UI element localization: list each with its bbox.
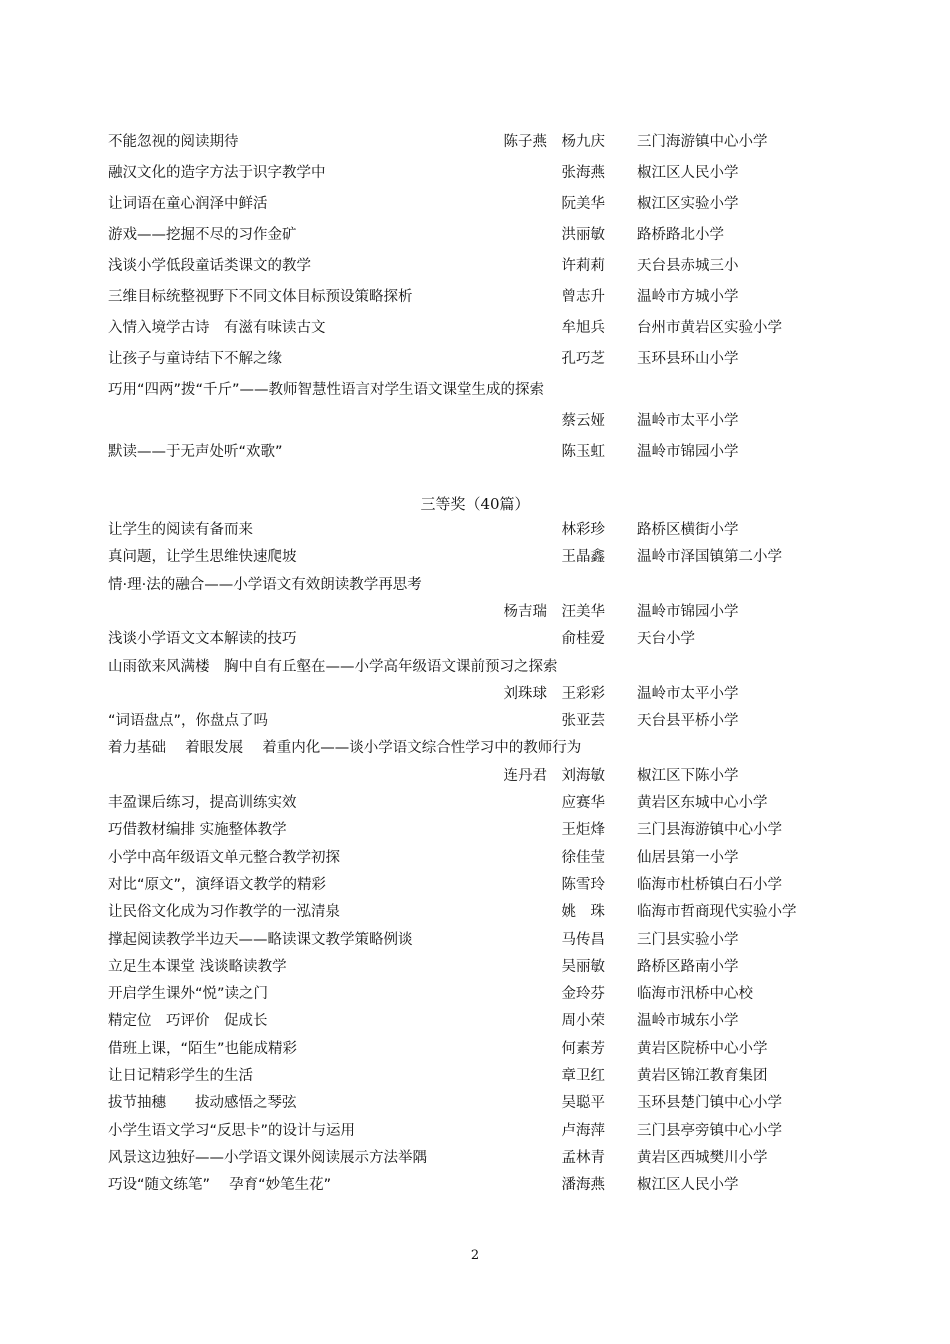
entry-author: 牟旭兵 xyxy=(561,320,605,336)
entry-author: 孔巧芝 xyxy=(561,351,605,367)
entry-school: 温岭市城东小学 xyxy=(637,1013,739,1030)
entry-author: 王晶鑫 xyxy=(561,549,605,566)
entry-school: 椒江区人民小学 xyxy=(637,165,739,181)
entry-author: 许莉莉 xyxy=(561,258,605,274)
entry-title: 情·理·法的融合——小学语文有效朗读教学再思考 xyxy=(108,576,422,593)
entry-title: 不能忽视的阅读期待 xyxy=(108,134,239,150)
list-item xyxy=(0,192,950,216)
list-item xyxy=(0,1037,950,1061)
list-item xyxy=(0,1064,950,1088)
list-item xyxy=(0,440,950,464)
entry-title: 浅谈小学语文文本解读的技巧 xyxy=(108,631,297,648)
list-item xyxy=(0,285,950,309)
list-item xyxy=(0,1091,950,1115)
entry-author: 刘珠球 王彩彩 xyxy=(503,685,605,702)
entry-author: 杨吉瑞 汪美华 xyxy=(503,603,605,620)
entry-author: 孟林青 xyxy=(561,1149,605,1166)
list-item xyxy=(0,736,950,760)
entry-title: 让日记精彩学生的生活 xyxy=(108,1068,253,1084)
list-item xyxy=(0,600,950,624)
entry-title: 真问题，让学生思维快速爬坡 xyxy=(108,549,297,566)
section-heading-third-prize: 三等奖（40篇） xyxy=(420,495,530,513)
entry-school: 黄岩区锦江教育集团 xyxy=(637,1068,768,1084)
entry-author: 蔡云娅 xyxy=(561,413,605,429)
entry-author: 陈子燕 杨九庆 xyxy=(503,134,605,150)
entry-author: 俞桂爱 xyxy=(561,631,605,648)
entry-author: 张亚芸 xyxy=(561,713,605,730)
entry-title: 小学中高年级语文单元整合教学初探 xyxy=(108,849,340,866)
entry-author: 周小荣 xyxy=(561,1013,605,1030)
entry-author: 马传昌 xyxy=(561,931,605,948)
entry-school: 椒江区实验小学 xyxy=(637,196,739,212)
entry-title: 巧设“随文练笔” 孕育“妙笔生花” xyxy=(108,1177,332,1194)
entry-title: 对比“原文”，演绎语文教学的精彩 xyxy=(108,876,327,893)
list-item xyxy=(0,873,950,897)
entry-author: 金玲芬 xyxy=(561,986,605,1003)
entry-school: 温岭市泽国镇第二小学 xyxy=(637,549,782,566)
entry-school: 路桥区横街小学 xyxy=(637,522,739,538)
entry-author: 阮美华 xyxy=(561,196,605,212)
entry-school: 黄岩区西城樊川小学 xyxy=(637,1149,768,1166)
entry-author: 徐佳莹 xyxy=(561,849,605,866)
entry-school: 玉环县环山小学 xyxy=(637,351,739,367)
list-item xyxy=(0,1146,950,1170)
list-item xyxy=(0,982,950,1006)
list-item xyxy=(0,545,950,569)
list-item xyxy=(0,347,950,371)
entry-title: 游戏——挖掘不尽的习作金矿 xyxy=(108,227,297,243)
entry-title: “词语盘点”，你盘点了吗 xyxy=(108,713,269,730)
list-item xyxy=(0,709,950,733)
list-item xyxy=(0,818,950,842)
entry-author: 卢海萍 xyxy=(561,1122,605,1139)
list-item xyxy=(0,627,950,651)
list-item xyxy=(0,573,950,597)
entry-school: 临海市哲商现代实验小学 xyxy=(637,904,797,921)
entry-author: 曾志升 xyxy=(561,289,605,305)
entry-author: 吴丽敏 xyxy=(561,958,605,975)
entry-title: 让孩子与童诗结下不解之缘 xyxy=(108,351,282,367)
entry-school: 黄岩区院桥中心小学 xyxy=(637,1040,768,1057)
entry-title: 让词语在童心润泽中鲜活 xyxy=(108,196,268,212)
entry-title: 拔节抽穗 拔动感悟之琴弦 xyxy=(108,1095,297,1112)
entry-school: 三门海游镇中心小学 xyxy=(637,134,768,150)
entry-title: 丰盈课后练习，提高训练实效 xyxy=(108,795,297,811)
entry-school: 温岭市方城小学 xyxy=(637,289,739,305)
list-item xyxy=(0,518,950,542)
list-item xyxy=(0,254,950,278)
entry-title: 立足生本课堂 浅谈略读教学 xyxy=(108,958,287,975)
entry-title: 三维目标统整视野下不同文体目标预设策略探析 xyxy=(108,289,413,305)
entry-school: 临海市汛桥中心校 xyxy=(637,986,753,1003)
entry-title: 小学生语文学习“反思卡”的设计与运用 xyxy=(108,1122,356,1139)
list-item xyxy=(0,846,950,870)
entry-author: 林彩珍 xyxy=(561,522,605,538)
page-number: 2 xyxy=(470,1248,480,1263)
entry-title: 巧用“四两”拨“千斤”——教师智慧性语言对学生语文课堂生成的探索 xyxy=(108,382,545,398)
entry-title: 浅谈小学低段童话类课文的教学 xyxy=(108,258,311,274)
entry-school: 三门县海游镇中心小学 xyxy=(637,822,782,839)
entry-title: 山雨欲来风满楼 胸中自有丘壑在——小学高年级语文课前预习之探索 xyxy=(108,658,558,675)
entry-school: 玉环县楚门镇中心小学 xyxy=(637,1095,782,1112)
list-item xyxy=(0,316,950,340)
entry-title: 让学生的阅读有备而来 xyxy=(108,522,253,538)
entry-school: 黄岩区东城中心小学 xyxy=(637,795,768,811)
entry-title: 借班上课，“陌生”也能成精彩 xyxy=(108,1040,298,1057)
list-item xyxy=(0,1119,950,1143)
entry-author: 章卫红 xyxy=(561,1068,605,1084)
list-item xyxy=(0,955,950,979)
entry-author: 洪丽敏 xyxy=(561,227,605,243)
entry-author: 应赛华 xyxy=(561,795,605,811)
list-item xyxy=(0,928,950,952)
list-item xyxy=(0,130,950,154)
entry-school: 温岭市太平小学 xyxy=(637,685,739,702)
entry-school: 温岭市太平小学 xyxy=(637,413,739,429)
entry-school: 温岭市锦园小学 xyxy=(637,603,739,620)
entry-school: 临海市杜桥镇白石小学 xyxy=(637,876,782,893)
entry-title: 撑起阅读教学半边天——略读课文教学策略例谈 xyxy=(108,931,413,948)
entry-school: 三门县实验小学 xyxy=(637,931,739,948)
entry-school: 天台小学 xyxy=(637,631,695,648)
entry-title: 入情入境学古诗 有滋有味读古文 xyxy=(108,320,326,336)
entry-author: 连丹君 刘海敏 xyxy=(503,767,605,784)
entry-school: 三门县亭旁镇中心小学 xyxy=(637,1122,782,1139)
list-item xyxy=(0,1173,950,1197)
list-item xyxy=(0,378,950,402)
entry-school: 台州市黄岩区实验小学 xyxy=(637,320,782,336)
entry-school: 椒江区人民小学 xyxy=(637,1177,739,1194)
entry-school: 温岭市锦园小学 xyxy=(637,444,739,460)
list-item xyxy=(0,764,950,788)
entry-author: 吴聪平 xyxy=(561,1095,605,1112)
entry-school: 天台县平桥小学 xyxy=(637,713,739,730)
entry-author: 何素芳 xyxy=(561,1040,605,1057)
list-item xyxy=(0,682,950,706)
entry-author: 姚 珠 xyxy=(561,904,605,921)
list-item xyxy=(0,655,950,679)
entry-title: 风景这边独好——小学语文课外阅读展示方法举隅 xyxy=(108,1149,427,1166)
entry-school: 仙居县第一小学 xyxy=(637,849,739,866)
entry-author: 潘海燕 xyxy=(561,1177,605,1194)
entry-author: 陈雪玲 xyxy=(561,876,605,893)
list-item xyxy=(0,161,950,185)
list-item xyxy=(0,223,950,247)
entry-title: 开启学生课外“悦”读之门 xyxy=(108,986,269,1003)
entry-school: 路桥区路南小学 xyxy=(637,958,739,975)
list-item xyxy=(0,409,950,433)
entry-author: 陈玉虹 xyxy=(561,444,605,460)
list-item xyxy=(0,1009,950,1033)
entry-title: 着力基础 着眼发展 着重内化——谈小学语文综合性学习中的教师行为 xyxy=(108,740,582,757)
list-item xyxy=(0,900,950,924)
entry-title: 让民俗文化成为习作教学的一泓清泉 xyxy=(108,904,340,921)
entry-author: 王炬烽 xyxy=(561,822,605,839)
entry-school: 路桥路北小学 xyxy=(637,227,724,243)
entry-title: 融汉文化的造字方法于识字教学中 xyxy=(108,165,326,181)
list-item xyxy=(0,791,950,815)
entry-title: 默读——于无声处听“欢歌” xyxy=(108,444,283,460)
entry-author: 张海燕 xyxy=(561,165,605,181)
entry-title: 精定位 巧评价 促成长 xyxy=(108,1013,268,1030)
entry-school: 椒江区下陈小学 xyxy=(637,767,739,784)
entry-school: 天台县赤城三小 xyxy=(637,258,739,274)
entry-title: 巧借教材编排 实施整体教学 xyxy=(108,822,287,839)
